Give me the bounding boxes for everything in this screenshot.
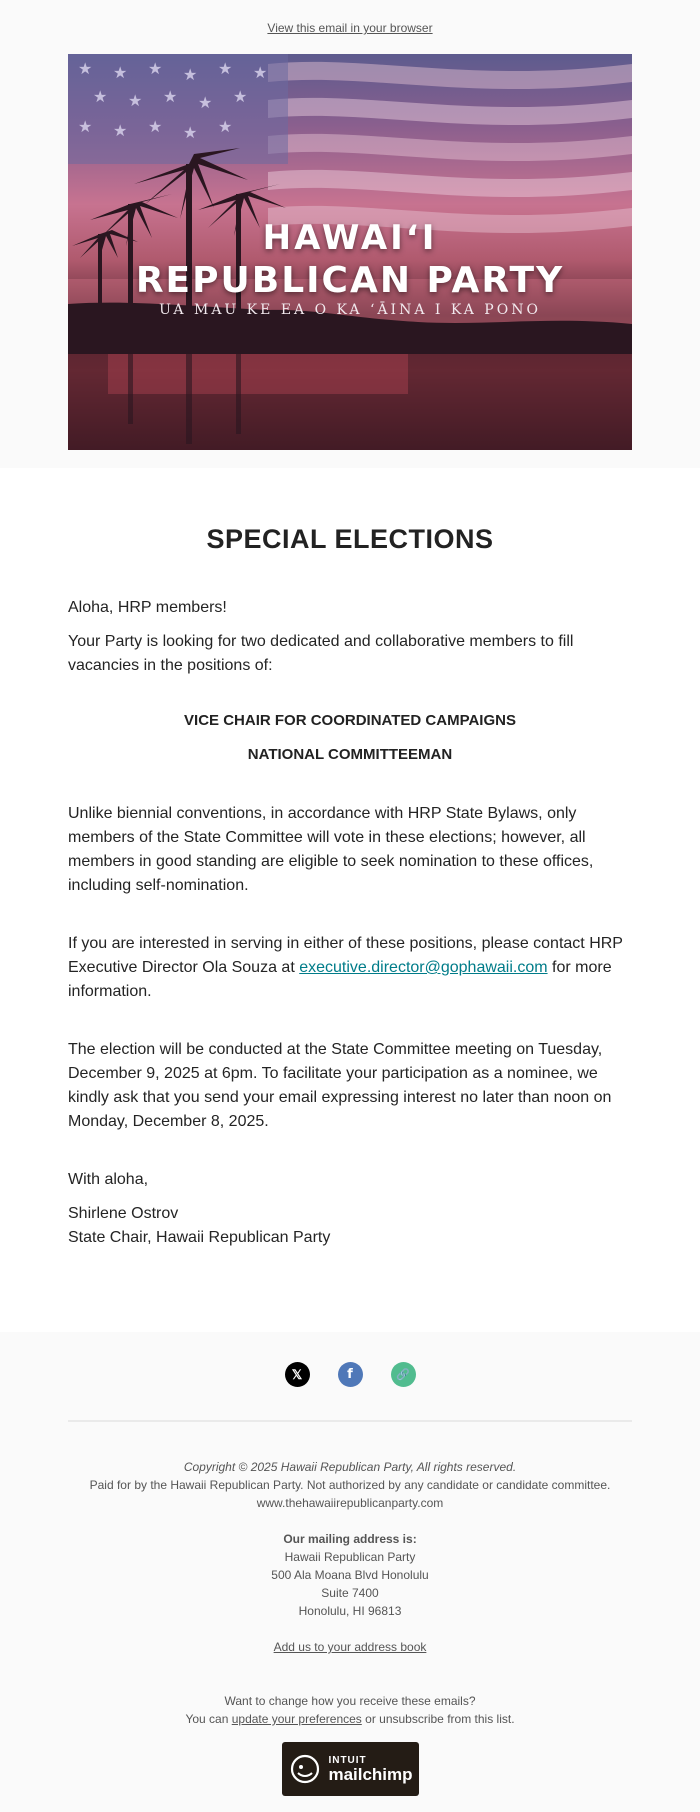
contact-text: If you are interested in serving in either of these positions, please contact HRP Executive Director Ola Souza at [68, 935, 623, 976]
badge-mailchimp-text: mailchimp [328, 1764, 413, 1784]
signer-title: State Chair, Hawaii Republican Party [68, 1229, 331, 1246]
mailchimp-logo-icon [288, 1752, 322, 1786]
add-to-address-book-link[interactable]: Add us to your address book [273, 1640, 427, 1654]
svg-text:★: ★ [148, 117, 163, 136]
contact-text-end: for more information. [68, 959, 612, 1000]
social-links [0, 1362, 700, 1387]
contact-paragraph [68, 932, 632, 1004]
position-vice-chair: VICE CHAIR FOR COORDINATED CAMPAIGNS [184, 712, 516, 729]
change-prompt: Want to change how you receive these emails? [224, 1694, 476, 1708]
greeting: Aloha, HRP members! [68, 599, 227, 616]
hero-motto: UA MAU KE EA O KA ʻĀINA I KA PONO [159, 302, 541, 318]
footer-divider [68, 1420, 632, 1422]
svg-text:★: ★ [218, 117, 233, 136]
x-icon[interactable]: 𝕏 [285, 1362, 310, 1387]
svg-text:★: ★ [148, 59, 163, 78]
unsubscribe-text: or unsubscribe from this list. [361, 1712, 515, 1726]
preheader [0, 0, 700, 54]
svg-text:★: ★ [113, 121, 128, 140]
svg-text:★: ★ [78, 117, 93, 136]
hero-title-line2: REPUBLICAN PARTY [135, 260, 565, 301]
paid-for-disclaimer: Paid for by the Hawaii Republican Party. Not authorized by any candidate or candidate committee. [89, 1478, 611, 1492]
svg-text:★: ★ [183, 65, 198, 84]
bylaws-paragraph: Unlike biennial conventions, in accordance with HRP State Bylaws, only members of the State Committee will vote in these elections; however, all members in good standing are eligible to seek nomination to these offices, including self-nomination. [68, 805, 594, 894]
website: www.thehawaiirepublicanparty.com [256, 1496, 444, 1510]
svg-text:★: ★ [128, 91, 143, 110]
position-national-committeeman: NATIONAL COMMITTEEMAN [247, 746, 453, 763]
mailing-address-label: Our mailing address is: [283, 1532, 417, 1546]
address-line: Honolulu, HI 96813 [298, 1604, 402, 1618]
mailchimp-badge[interactable] [282, 1742, 419, 1796]
update-preferences-link[interactable]: update your preferences [231, 1712, 362, 1726]
facebook-icon[interactable]: f [338, 1362, 363, 1387]
address-line: Hawaii Republican Party [284, 1550, 416, 1564]
svg-text:★: ★ [163, 87, 178, 106]
election-details-paragraph: The election will be conducted at the State Committee meeting on Tuesday, December 9, 2025 at 6pm. To facilitate your participation as a nominee, we kindly ask that you send your email expressing interest no later than noon on Monday, December 8, 2025. [68, 1041, 612, 1130]
closing: With aloha, [68, 1171, 149, 1188]
email-body [0, 468, 700, 1332]
signer-name: Shirlene Ostrov [68, 1205, 179, 1222]
svg-text:★: ★ [198, 93, 213, 112]
address-line: 500 Ala Moana Blvd Honolulu [271, 1568, 429, 1582]
email-link[interactable]: executive.director@gophawaii.com [299, 959, 548, 976]
you-can-text: You can [185, 1712, 232, 1726]
svg-text:★: ★ [78, 59, 93, 78]
footer [0, 1332, 700, 1812]
preferences-line [0, 1710, 700, 1728]
badge-intuit-text: INTUIT [328, 1754, 367, 1766]
svg-text:★: ★ [253, 63, 268, 82]
view-in-browser-link[interactable]: View this email in your browser [267, 21, 433, 35]
hero-title-line1: HAWAIʻI [262, 218, 438, 258]
hero-banner-image [68, 54, 632, 450]
svg-text:★: ★ [233, 87, 248, 106]
svg-text:★: ★ [183, 123, 198, 142]
page-title: SPECIAL ELECTIONS [206, 524, 494, 554]
copyright: Copyright © 2025 Hawaii Republican Party, All rights reserved. [183, 1460, 517, 1474]
link-icon[interactable]: 🔗 [391, 1362, 416, 1387]
hero-section [0, 54, 700, 468]
address-line: Suite 7400 [321, 1586, 379, 1600]
intro-paragraph: Your Party is looking for two dedicated and collaborative members to fill vacancies in the positions of: [68, 633, 574, 674]
svg-text:★: ★ [218, 59, 233, 78]
svg-text:★: ★ [93, 87, 108, 106]
svg-text:★: ★ [113, 63, 128, 82]
